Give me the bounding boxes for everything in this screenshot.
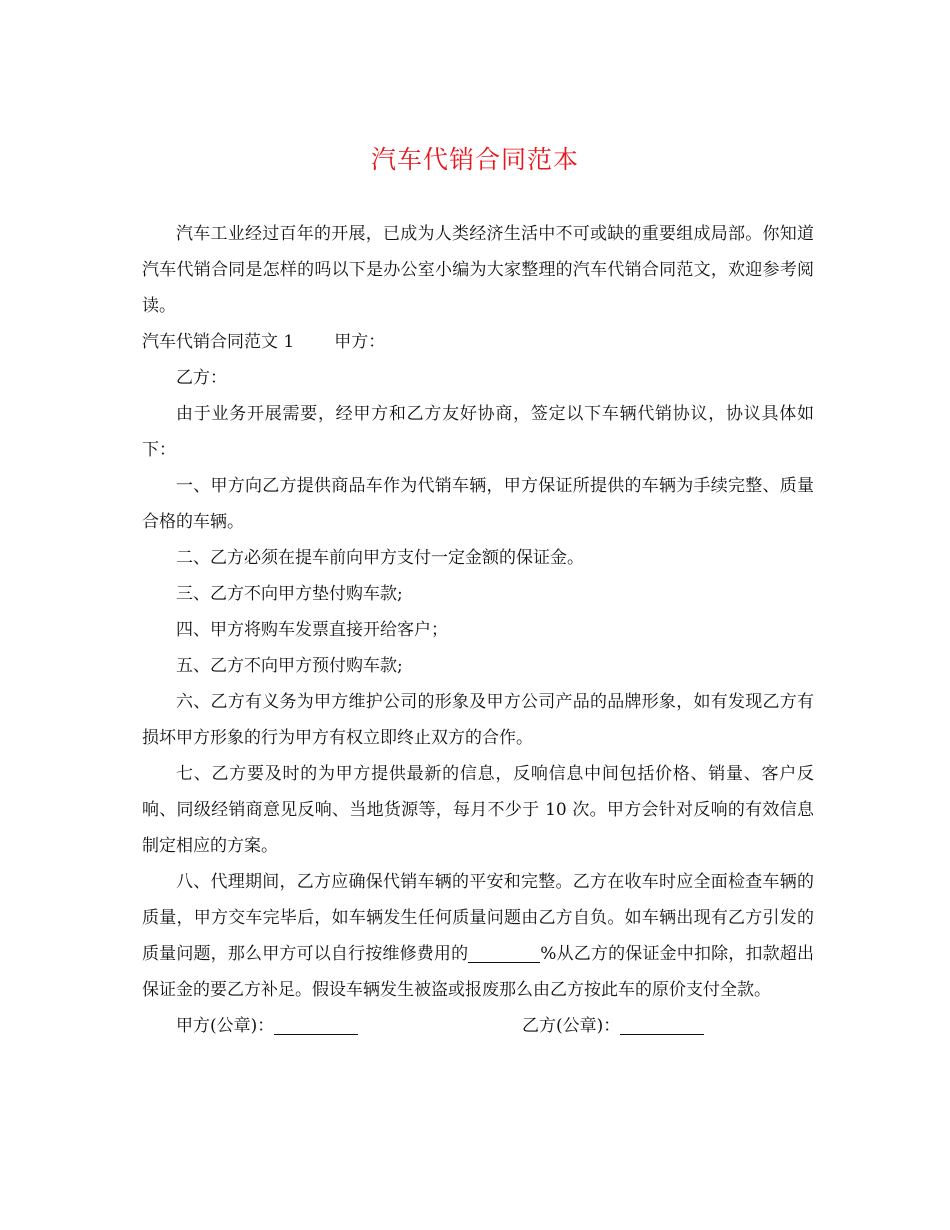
- preamble-paragraph: 由于业务开展需要，经甲方和乙方友好协商，签定以下车辆代销协议，协议具体如下：: [142, 404, 814, 460]
- signature-row: [142, 1008, 814, 1044]
- clause-8-first-part: 八、代理期间，乙方应确保代销车辆的平安和完整。乙方在收车时应全面检查车辆的质量，甲方交车完毕后，如车辆发生任何质量问题由乙方自负。如车辆出现有乙方引发的质量问题，那么甲方可以自行按维修费用的: [142, 872, 814, 964]
- clause-3: 三、乙方不向甲方垫付购车款;: [176, 584, 403, 604]
- document-body: [142, 216, 814, 1044]
- party-b-signature: [522, 1008, 704, 1044]
- party-a-signature: [176, 1008, 358, 1044]
- clause-1: 一、甲方向乙方提供商品车作为代销车辆，甲方保证所提供的车辆为手续完整、质量合格的车辆。: [142, 476, 814, 532]
- document-title: 汽车代销合同范本: [370, 145, 579, 174]
- intro-paragraph: 汽车工业经过百年的开展，已成为人类经济生活中不可或缺的重要组成局部。你知道汽车代销合同是怎样的吗以下是办公室小编为大家整理的汽车代销合同范文，欢迎参考阅读。: [142, 224, 814, 316]
- party-a-label: 甲方：: [334, 332, 386, 352]
- clause-7: 七、乙方要及时的为甲方提供最新的信息，反响信息中间包括价格、销量、客户反响、同级经销商意见反响、当地货源等，每月不少于 10 次。甲方会针对反响的有效信息制定相应的方案。: [142, 764, 814, 856]
- party-b-seal-blank[interactable]: [620, 1014, 704, 1035]
- clause-8-second-part: %从乙方的保证金中扣除，扣款超出保证金的要乙方补足。假设车辆发生被盗或报废那么由乙方按此车的原价支付全款。: [142, 944, 814, 1000]
- percentage-blank[interactable]: [468, 942, 540, 963]
- party-a-seal-blank[interactable]: [274, 1014, 358, 1035]
- party-a-seal-label: 甲方(公章)：: [176, 1016, 275, 1036]
- sample-heading-line: [142, 324, 814, 360]
- clause-6: 六、乙方有义务为甲方维护公司的形象及甲方公司产品的品牌形象，如有发现乙方有损坏甲方形象的行为甲方有权立即终止双方的合作。: [142, 692, 814, 748]
- clause-2: 二、乙方必须在提车前向甲方支付一定金额的保证金。: [176, 548, 584, 568]
- clause-4: 四、甲方将购车发票直接开给客户；: [176, 620, 448, 640]
- clause-8: [142, 864, 814, 1008]
- party-b-label: 乙方：: [176, 368, 227, 388]
- party-b-seal-label: 乙方(公章)：: [522, 1016, 621, 1036]
- sample-label: 汽车代销合同范文 1: [142, 332, 295, 352]
- clause-5: 五、乙方不向甲方预付购车款;: [176, 656, 403, 676]
